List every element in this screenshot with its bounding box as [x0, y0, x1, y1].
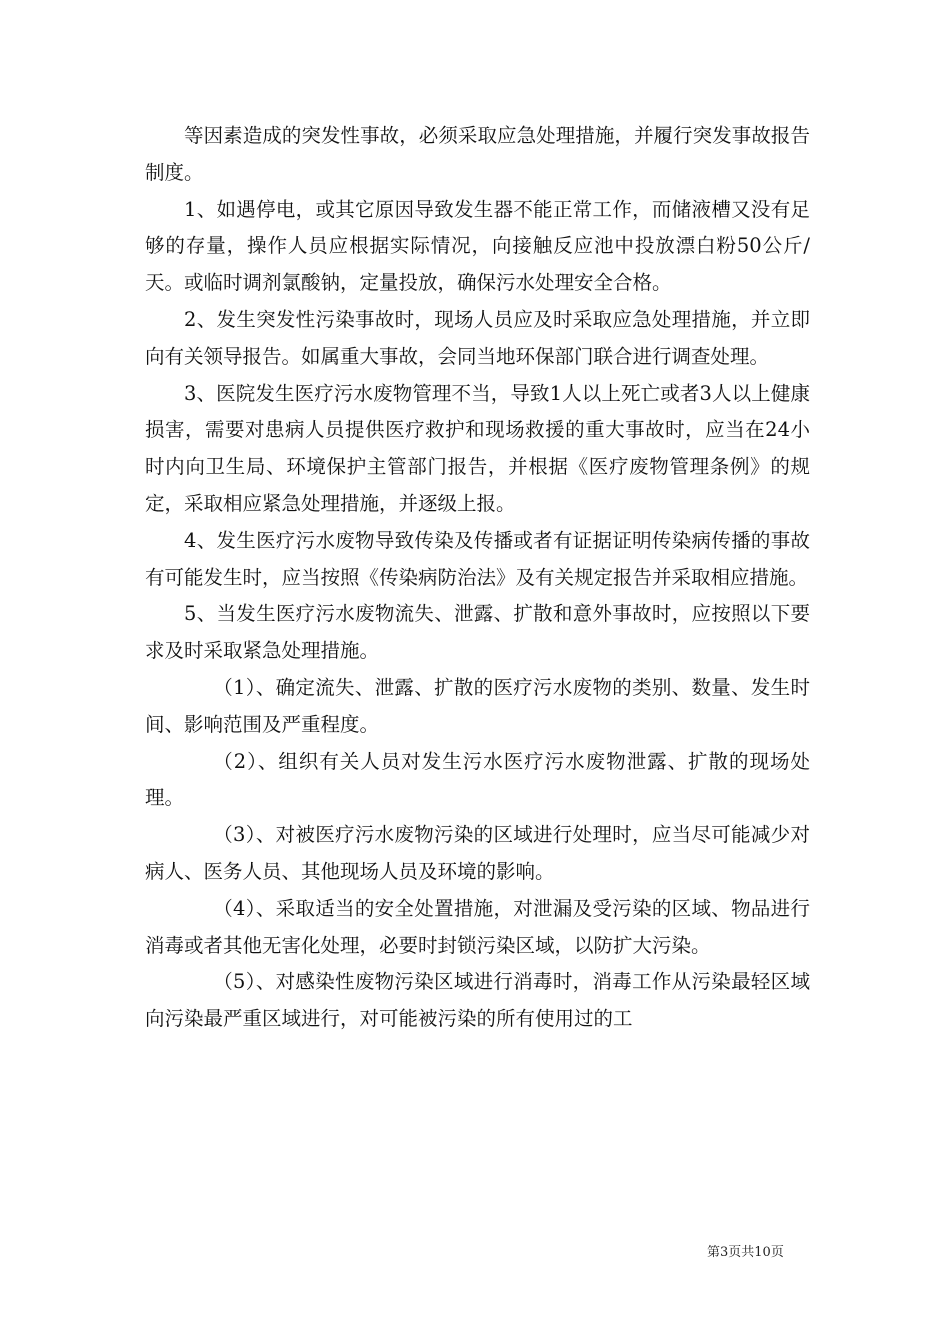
paragraph-subitem-4: （4）、采取适当的安全处置措施，对泄漏及受污染的区域、物品进行消毒或者其他无害化处理，必要时封锁污染区域，以防扩大污染。 [145, 896, 810, 957]
paragraph-item-5: 5、当发生医疗污水废物流失、泄露、扩散和意外事故时，应按照以下要求及时采取紧急处理措施。 [145, 602, 810, 663]
paragraph-item-4: 4、发生医疗污水废物导致传染及传播或者有证据证明传染病传播的事故有可能发生时，应当按照《传染病防治法》及有关规定报告并采取相应措施。 [145, 528, 810, 589]
paragraph-subitem-2: （2）、组织有关人员对发生污水医疗污水废物泄露、扩散的现场处理。 [145, 749, 810, 810]
page-number-footer: 第3页共10页 [707, 1245, 784, 1260]
paragraph-item-2: 2、发生突发性污染事故时，现场人员应及时采取应急处理措施，并立即向有关领导报告。如属重大事故，会同当地环保部门联合进行调查处理。 [145, 307, 810, 368]
paragraph-subitem-1: （1）、确定流失、泄露、扩散的医疗污水废物的类别、数量、发生时间、影响范围及严重程度。 [145, 675, 810, 736]
paragraph-item-1: 1、如遇停电，或其它原因导致发生器不能正常工作，而储液槽又没有足够的存量，操作人员应根据实际情况，向接触反应池中投放漂白粉50公斤/天。或临时调剂氯酸钠，定量投放，确保污水处理安全合格。 [145, 197, 810, 295]
document-body [145, 118, 810, 1038]
paragraph-intro: 等因素造成的突发性事故，必须采取应急处理措施，并履行突发事故报告制度。 [145, 124, 810, 184]
paragraph-item-3: 3、医院发生医疗污水废物管理不当，导致1人以上死亡或者3人以上健康损害，需要对患病人员提供医疗救护和现场救援的重大事故时，应当在24小时内向卫生局、环境保护主管部门报告，并根据《医疗废物管理条例》的规定，采取相应紧急处理措施，并逐级上报。 [145, 381, 810, 515]
paragraph-subitem-5: （5）、对感染性废物污染区域进行消毒时，消毒工作从污染最轻区域向污染最严重区域进行，对可能被污染的所有使用过的工 [145, 970, 810, 1031]
paragraph-subitem-3: （3）、对被医疗污水废物污染的区域进行处理时，应当尽可能减少对病人、医务人员、其他现场人员及环境的影响。 [145, 823, 810, 883]
